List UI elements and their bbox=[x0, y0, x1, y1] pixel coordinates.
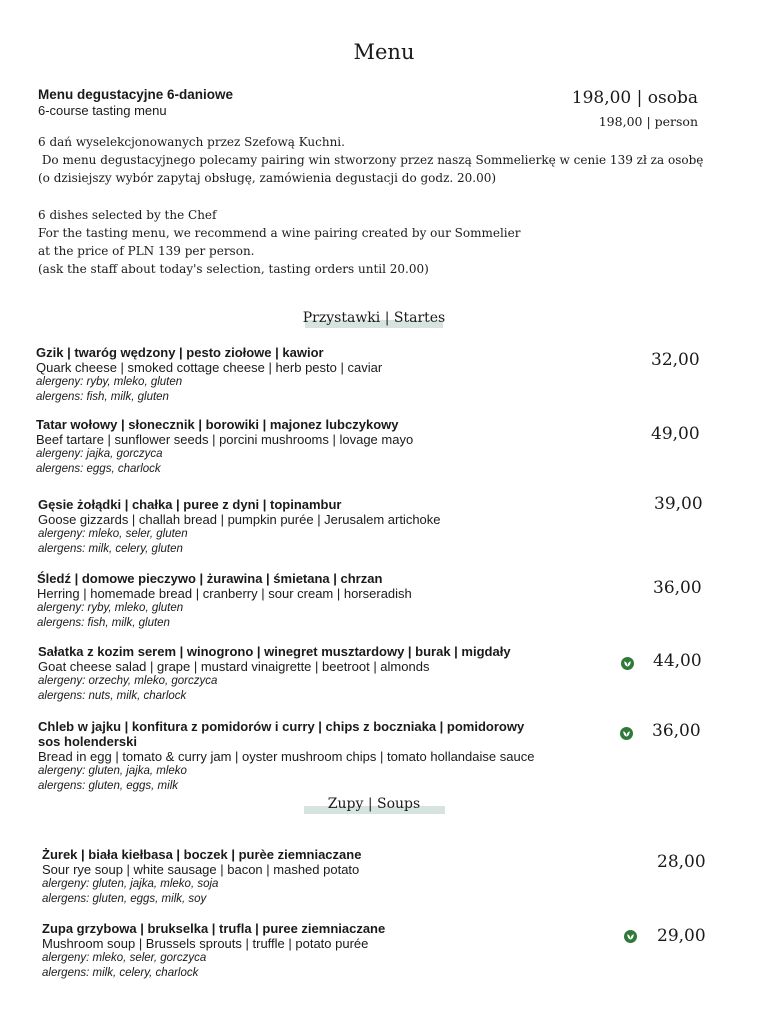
dish-name-pl: Chleb w jajku | konfitura z pomidorów i curry | chips z boczniaka | pomidorowy bbox=[38, 719, 525, 734]
allergens-en: alergens: gluten, eggs, milk bbox=[38, 779, 178, 792]
allergens-pl: alergeny: ryby, mleko, gluten bbox=[36, 376, 183, 388]
dish-name-pl: Gzik | twaróg wędzony | pesto ziołowe | kawior bbox=[36, 345, 324, 360]
tasting-description-pl bbox=[38, 133, 703, 187]
desc-line: at the price of PLN 139 per person. bbox=[38, 244, 255, 258]
menu-item bbox=[36, 345, 382, 404]
dish-name-en: Goat cheese salad | grape | mustard vinaigrette | beetroot | almonds bbox=[38, 659, 430, 674]
allergens-pl: alergeny: mleko, seler, gluten bbox=[38, 528, 188, 540]
allergens-en: alergens: milk, celery, charlock bbox=[42, 966, 199, 979]
section-title-starters: Przystawki | Startes bbox=[302, 310, 446, 326]
tasting-price-pl: 198,00 | osoba bbox=[571, 88, 698, 108]
desc-line: (ask the staff about today's selection, tasting orders until 20.00) bbox=[38, 262, 429, 276]
tasting-price-en: 198,00 | person bbox=[598, 114, 698, 129]
allergens-pl: alergeny: jajka, gorczyca bbox=[36, 448, 163, 460]
dish-name-en: Herring | homemade bread | cranberry | sour cream | horseradish bbox=[37, 586, 412, 601]
tasting-description-en bbox=[38, 206, 520, 278]
allergens-pl: alergeny: ryby, mleko, gluten bbox=[37, 602, 184, 614]
menu-item bbox=[42, 847, 361, 906]
allergens-pl: alergeny: gluten, jajka, mleko bbox=[38, 765, 187, 777]
dish-name-pl: Gęsie żołądki | chałka | puree z dyni | topinambur bbox=[38, 497, 342, 512]
dish-price: 36,00 bbox=[653, 578, 702, 598]
desc-line: For the tasting menu, we recommend a wine pairing created by our Sommelier bbox=[38, 226, 521, 240]
menu-item bbox=[38, 719, 534, 793]
desc-line: 6 dishes selected by the Chef bbox=[38, 208, 217, 222]
dish-name-pl-cont: sos holenderski bbox=[38, 734, 137, 749]
dish-name-en: Goose gizzards | challah bread | pumpkin purée | Jerusalem artichoke bbox=[38, 512, 441, 527]
allergens-en: alergens: nuts, milk, charlock bbox=[38, 689, 187, 702]
menu-item bbox=[38, 644, 511, 703]
page-title: Menu bbox=[353, 40, 415, 64]
dish-name-pl: Zupa grzybowa | brukselka | trufla | puree ziemniaczane bbox=[42, 921, 386, 936]
desc-line: Do menu degustacyjnego polecamy pairing win stworzony przez naszą Sommelierkę w cenie 139 zł za osobę bbox=[38, 153, 704, 167]
allergens-en: alergens: fish, milk, gluten bbox=[36, 390, 169, 403]
dish-price: 49,00 bbox=[651, 424, 700, 444]
dish-name-pl: Tatar wołowy | słonecznik | borowiki | majonez lubczykowy bbox=[36, 417, 399, 432]
dish-name-pl: Żurek | biała kiełbasa | boczek | purèe ziemniaczane bbox=[42, 847, 362, 862]
menu-item bbox=[36, 417, 413, 476]
dish-price: 44,00 bbox=[653, 651, 702, 671]
vegetarian-leaf-icon bbox=[621, 657, 634, 670]
dish-name-en: Bread in egg | tomato & curry jam | oyster mushroom chips | tomato hollandaise sauce bbox=[38, 749, 535, 764]
dish-price: 39,00 bbox=[654, 494, 703, 514]
allergens-en: alergens: fish, milk, gluten bbox=[37, 616, 170, 629]
tasting-menu-title-pl: Menu degustacyjne 6-daniowe bbox=[38, 87, 234, 102]
menu-item bbox=[42, 921, 385, 980]
menu-item bbox=[37, 571, 412, 630]
allergens-en: alergens: milk, celery, gluten bbox=[38, 542, 183, 555]
dish-name-pl: Śledź | domowe pieczywo | żurawina | śmietana | chrzan bbox=[37, 571, 383, 586]
allergens-pl: alergeny: mleko, seler, gorczyca bbox=[42, 952, 207, 964]
desc-line: 6 dań wyselekcjonowanych przez Szefową Kuchni. bbox=[38, 135, 345, 149]
dish-name-en: Sour rye soup | white sausage | bacon | mashed potato bbox=[42, 862, 360, 877]
menu-item bbox=[38, 497, 441, 556]
tasting-menu-title-en: 6-course tasting menu bbox=[38, 103, 167, 118]
vegetarian-leaf-icon bbox=[620, 727, 633, 740]
vegetarian-leaf-icon bbox=[624, 930, 637, 943]
desc-line: (o dzisiejszy wybór zapytaj obsługę, zamówienia degustacji do godz. 20.00) bbox=[38, 171, 497, 185]
allergens-pl: alergeny: orzechy, mleko, gorczyca bbox=[38, 675, 218, 687]
allergens-en: alergens: eggs, charlock bbox=[36, 462, 161, 475]
dish-price: 29,00 bbox=[657, 926, 706, 946]
dish-price: 36,00 bbox=[652, 721, 701, 741]
dish-price: 32,00 bbox=[651, 350, 700, 370]
allergens-en: alergens: gluten, eggs, milk, soy bbox=[42, 892, 207, 905]
dish-name-en: Mushroom soup | Brussels sprouts | truffle | potato purée bbox=[42, 936, 369, 951]
section-title-soups: Zupy | Soups bbox=[327, 796, 421, 812]
dish-price: 28,00 bbox=[657, 852, 706, 872]
allergens-pl: alergeny: gluten, jajka, mleko, soja bbox=[42, 878, 219, 890]
dish-name-en: Beef tartare | sunflower seeds | porcini mushrooms | lovage mayo bbox=[36, 432, 414, 447]
dish-name-pl: Sałatka z kozim serem | winogrono | winegret musztardowy | burak | migdały bbox=[38, 644, 511, 659]
dish-name-en: Quark cheese | smoked cottage cheese | herb pesto | caviar bbox=[36, 360, 383, 375]
